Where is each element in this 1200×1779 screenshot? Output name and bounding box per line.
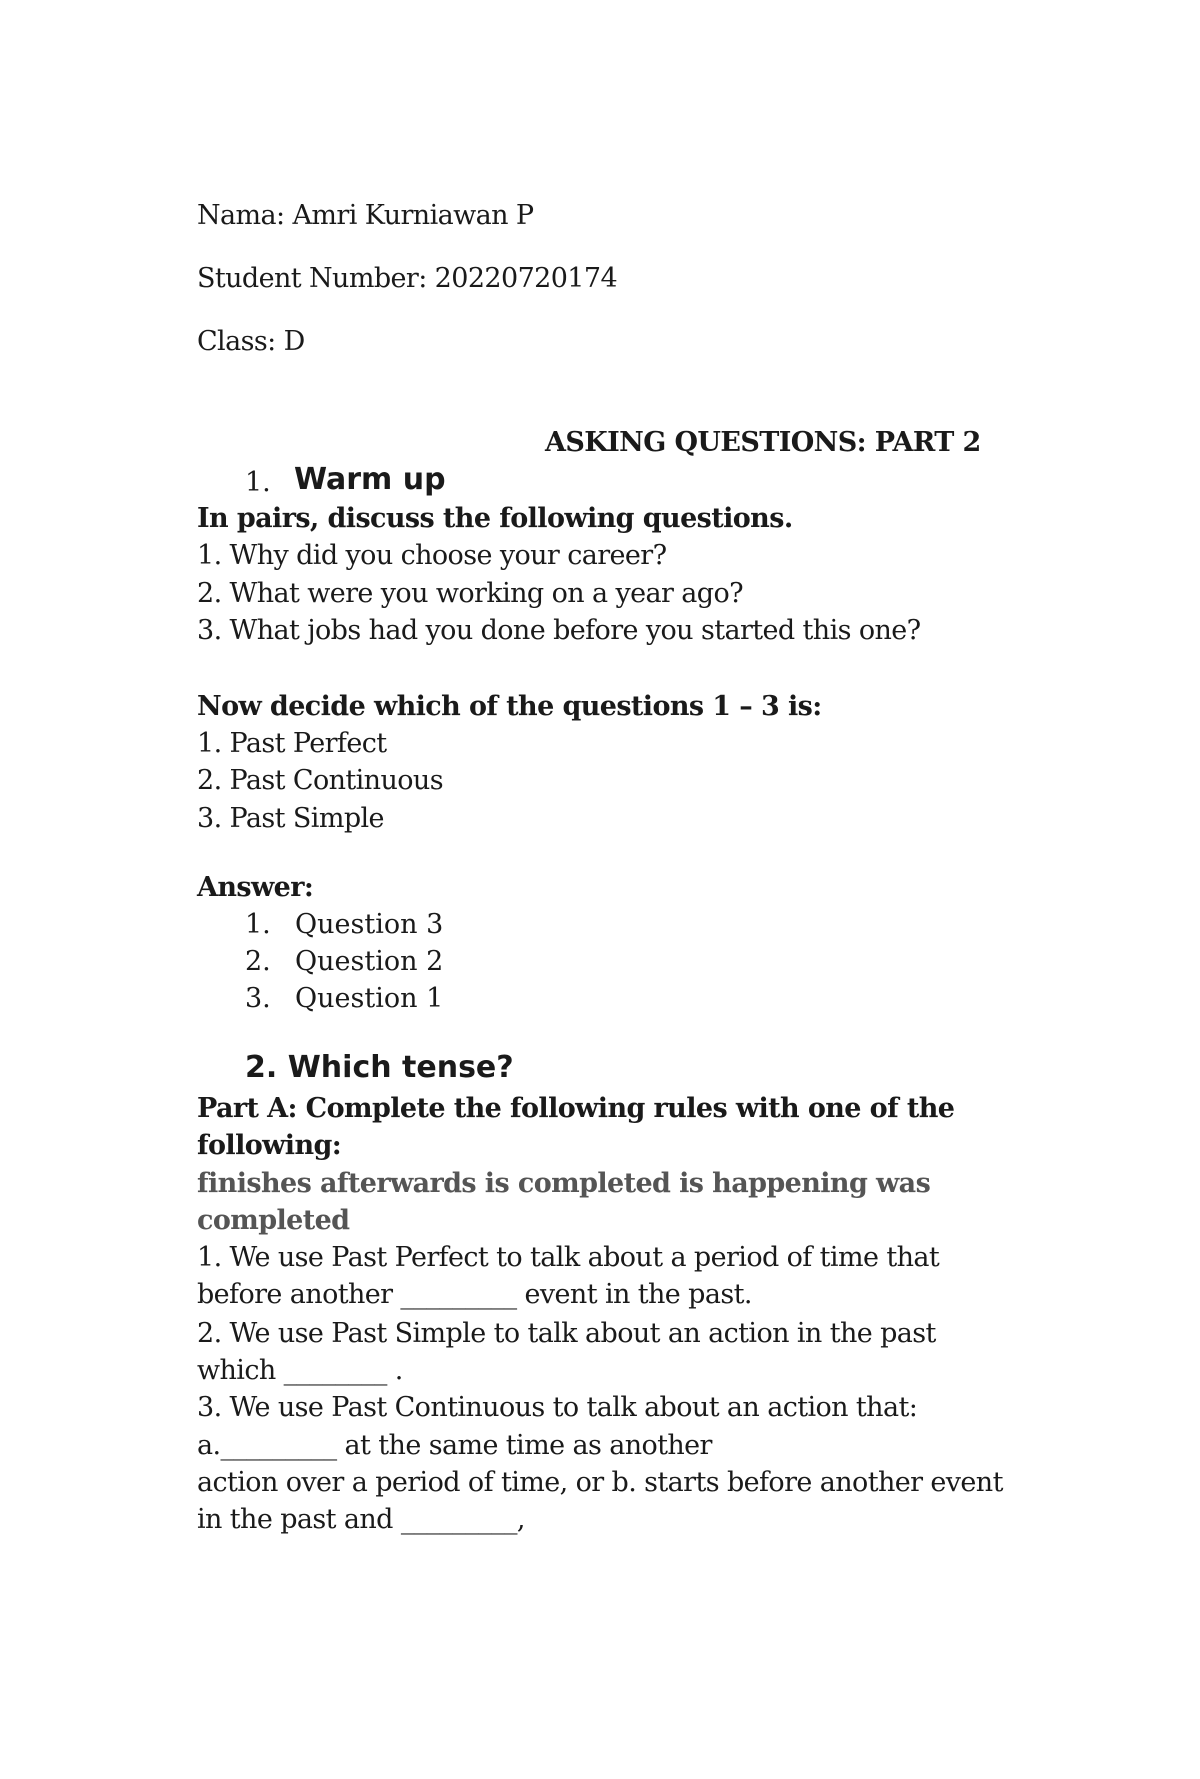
rule-line: 1. We use Past Perfect to talk about a period of time that bbox=[197, 1242, 940, 1273]
rule-line: 3. We use Past Continuous to talk about an action that: bbox=[197, 1392, 918, 1423]
section1-heading: Warm up bbox=[294, 462, 446, 497]
answer-label: Answer: bbox=[197, 872, 314, 903]
answer-text: Question 1 bbox=[295, 983, 444, 1014]
student-number: Student Number: 20220720174 bbox=[197, 263, 618, 294]
rule-line: a._________ at the same time as another bbox=[197, 1430, 712, 1461]
document-title: ASKING QUESTIONS: PART 2 bbox=[545, 427, 981, 458]
tense-item: 1. Past Perfect bbox=[197, 728, 387, 759]
answer-text: Question 3 bbox=[295, 909, 444, 940]
student-class: Class: D bbox=[197, 326, 305, 357]
answer-text: Question 2 bbox=[295, 946, 444, 977]
question-item: 3. What jobs had you done before you started this one? bbox=[197, 615, 921, 646]
options-list: finishes afterwards is completed is happening was bbox=[197, 1168, 931, 1199]
rule-line: which ________ . bbox=[197, 1355, 403, 1386]
section2-heading: 2. Which tense? bbox=[245, 1050, 514, 1085]
answer-number: 2. bbox=[245, 946, 271, 977]
rule-line: before another _________ event in the past. bbox=[197, 1279, 752, 1310]
part-a-instruction-cont: following: bbox=[197, 1130, 342, 1161]
answer-number: 3. bbox=[245, 983, 271, 1014]
answer-number: 1. bbox=[245, 909, 271, 940]
question-item: 2. What were you working on a year ago? bbox=[197, 578, 744, 609]
decide-prompt: Now decide which of the questions 1 – 3 is: bbox=[197, 691, 822, 722]
section1-number: 1. bbox=[245, 467, 271, 498]
options-list-cont: completed bbox=[197, 1205, 350, 1236]
tense-item: 2. Past Continuous bbox=[197, 765, 443, 796]
tense-item: 3. Past Simple bbox=[197, 803, 384, 834]
section1-instruction: In pairs, discuss the following questions. bbox=[197, 503, 793, 534]
part-a-instruction: Part A: Complete the following rules with one of the bbox=[197, 1093, 955, 1124]
question-item: 1. Why did you choose your career? bbox=[197, 540, 667, 571]
rule-line: 2. We use Past Simple to talk about an action in the past bbox=[197, 1318, 936, 1349]
rule-line: in the past and _________, bbox=[197, 1504, 525, 1535]
rule-line: action over a period of time, or b. starts before another event bbox=[197, 1467, 1003, 1498]
student-name: Nama: Amri Kurniawan P bbox=[197, 200, 534, 231]
